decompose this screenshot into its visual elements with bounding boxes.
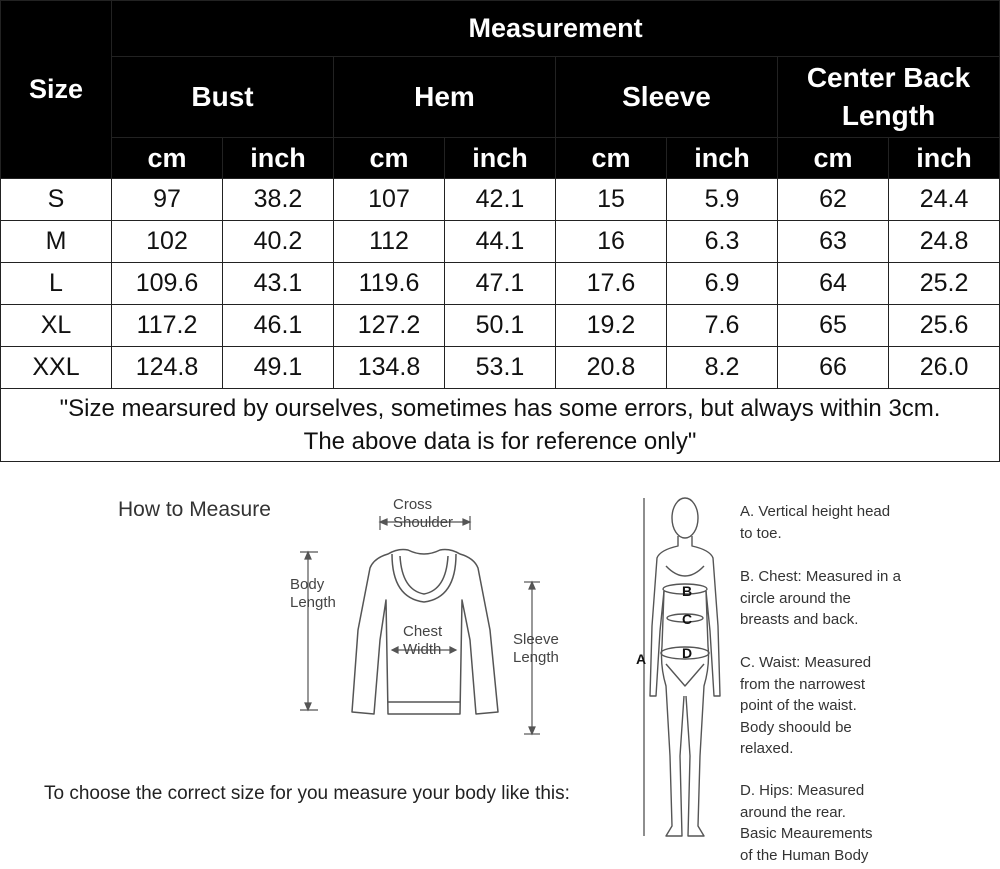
table-cell: 50.1 xyxy=(445,305,556,347)
disclaimer-line-2: The above data is for reference only" xyxy=(303,428,697,455)
disclaimer-note xyxy=(1,389,1000,462)
center-back-length-header: Center Back Length xyxy=(778,57,1000,138)
letter-a: A xyxy=(636,651,647,667)
unit-header: inch xyxy=(445,138,556,179)
size-cell: M xyxy=(1,221,112,263)
size-cell: XXL xyxy=(1,347,112,389)
note-a: A. Vertical height head to toe. xyxy=(740,503,891,542)
hem-header: Hem xyxy=(334,57,556,138)
letter-d: D xyxy=(682,645,693,661)
disclaimer-line-1: "Size mearsured by ourselves, sometimes has some errors, but always within 3cm. xyxy=(59,395,941,422)
unit-header: cm xyxy=(556,138,667,179)
size-cell: S xyxy=(1,179,112,221)
table-cell: 38.2 xyxy=(223,179,334,221)
table-cell: 8.2 xyxy=(667,347,778,389)
table-cell: 112 xyxy=(334,221,445,263)
table-cell: 19.2 xyxy=(556,305,667,347)
note-d: D. Hips: Measured around the rear. Basic Meaurements of the Human Body xyxy=(740,782,873,864)
table-cell: 97 xyxy=(112,179,223,221)
table-cell: 44.1 xyxy=(445,221,556,263)
table-cell: 63 xyxy=(778,221,889,263)
bust-header: Bust xyxy=(112,57,334,138)
table-cell: 20.8 xyxy=(556,347,667,389)
table-cell: 25.2 xyxy=(889,263,1000,305)
table-row xyxy=(1,221,1000,263)
table-cell: 24.8 xyxy=(889,221,1000,263)
sleeve-header: Sleeve xyxy=(556,57,778,138)
table-cell: 6.3 xyxy=(667,221,778,263)
table-cell: 47.1 xyxy=(445,263,556,305)
table-cell: 102 xyxy=(112,221,223,263)
table-row xyxy=(1,347,1000,389)
measurement-header: Measurement xyxy=(112,1,1000,57)
size-header: Size xyxy=(1,1,112,179)
table-cell: 62 xyxy=(778,179,889,221)
table-cell: 40.2 xyxy=(223,221,334,263)
table-cell: 42.1 xyxy=(445,179,556,221)
note-b: B. Chest: Measured in a circle around the breasts and back. xyxy=(740,568,901,628)
table-row xyxy=(1,179,1000,221)
table-cell: 15 xyxy=(556,179,667,221)
table-cell: 134.8 xyxy=(334,347,445,389)
body-figure xyxy=(630,496,740,846)
table-cell: 46.1 xyxy=(223,305,334,347)
disclaimer-row xyxy=(1,389,1000,462)
table-cell: 65 xyxy=(778,305,889,347)
letter-b: B xyxy=(682,583,693,599)
unit-header: cm xyxy=(334,138,445,179)
how-to-measure-title: How to Measure xyxy=(118,498,271,521)
table-row xyxy=(1,263,1000,305)
unit-header: cm xyxy=(112,138,223,179)
table-cell: 109.6 xyxy=(112,263,223,305)
body-length-label: Body Length xyxy=(290,576,336,611)
table-cell: 66 xyxy=(778,347,889,389)
table-cell: 127.2 xyxy=(334,305,445,347)
note-c: C. Waist: Measured from the narrowest point of the waist. Body shoould be relaxed. xyxy=(740,654,872,757)
instruction-text: To choose the correct size for you measure your body like this: xyxy=(44,783,570,804)
table-cell: 16 xyxy=(556,221,667,263)
table-cell: 5.9 xyxy=(667,179,778,221)
table-cell: 43.1 xyxy=(223,263,334,305)
unit-header: inch xyxy=(889,138,1000,179)
unit-header: inch xyxy=(223,138,334,179)
table-cell: 124.8 xyxy=(112,347,223,389)
chest-width-label: Chest Width xyxy=(403,623,443,658)
size-cell: L xyxy=(1,263,112,305)
letter-c: C xyxy=(682,611,693,627)
table-row xyxy=(1,305,1000,347)
table-cell: 49.1 xyxy=(223,347,334,389)
table-cell: 53.1 xyxy=(445,347,556,389)
table-cell: 26.0 xyxy=(889,347,1000,389)
cross-shoulder-label: Cross Shoulder xyxy=(393,496,454,531)
table-cell: 17.6 xyxy=(556,263,667,305)
table-cell: 6.9 xyxy=(667,263,778,305)
table-cell: 119.6 xyxy=(334,263,445,305)
sleeve-length-label: Sleeve Length xyxy=(513,631,559,666)
unit-header: inch xyxy=(667,138,778,179)
table-cell: 24.4 xyxy=(889,179,1000,221)
measure-guide xyxy=(0,470,1000,869)
size-cell: XL xyxy=(1,305,112,347)
table-cell: 117.2 xyxy=(112,305,223,347)
table-cell: 64 xyxy=(778,263,889,305)
unit-header: cm xyxy=(778,138,889,179)
table-cell: 25.6 xyxy=(889,305,1000,347)
table-cell: 7.6 xyxy=(667,305,778,347)
table-cell: 107 xyxy=(334,179,445,221)
